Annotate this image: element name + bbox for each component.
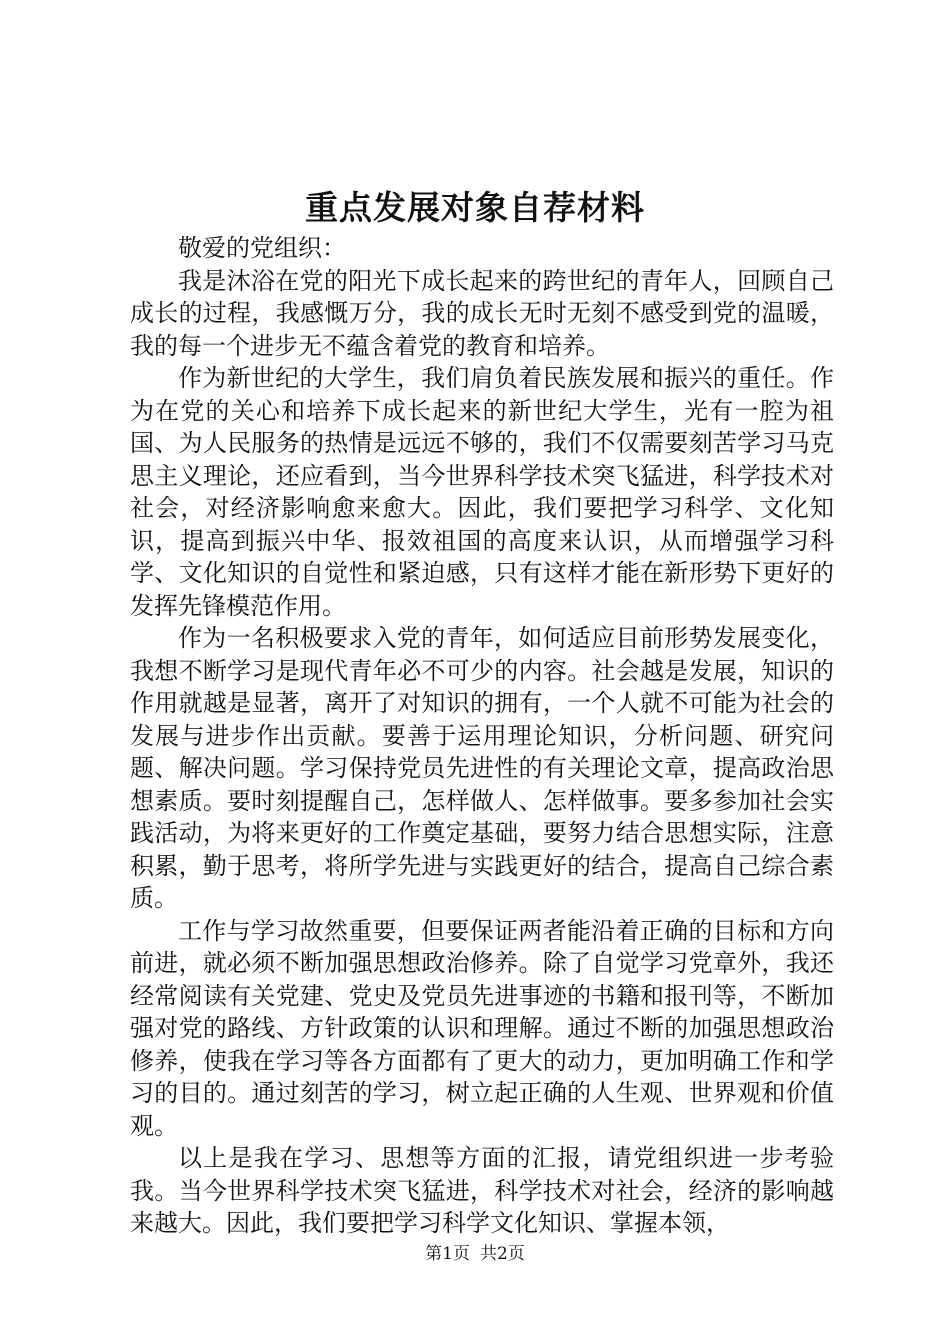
document-title: 重点发展对象自荐材料 <box>305 188 645 227</box>
paragraph: 作为新世纪的大学生，我们肩负着民族发展和振兴的重任。作为在党的关心和培养下成长起来的新世纪大学生，光有一腔为祖国、为人民服务的热情是远远不够的，我们不仅需要刻苦学习马克思主义理论，还应看到，当今世界科学技术突飞猛进，科学技术对社会，对经济影响愈来愈大。因此，我们要把学习科学、文化知识，提高到振兴中华、报效祖国的高度来认识，从而增强学习科学、文化知识的自觉性和紧迫感，只有这样才能在新形势下更好的发挥先锋模范作用。 <box>130 364 834 620</box>
page-number-total: 共2页 <box>480 1244 525 1264</box>
page-number-current: 第1页 <box>425 1244 470 1264</box>
paragraph: 作为一名积极要求入党的青年，如何适应目前形势发展变化，我想不断学习是现代青年必不可少的内容。社会越是发展，知识的作用就越是显著，离开了对知识的拥有，一个人就不可能为社会的发展与进步作出贡献。要善于运用理论知识，分析问题、研究问题、解决问题。学习保持党员先进性的有关理论文章，提高政治思想素质。要时刻提醒自己，怎样做人、怎样做事。要多参加社会实践活动，为将来更好的工作奠定基础，要努力结合思想实际，注意积累，勤于思考，将所学先进与实践更好的结合，提高自己综合素质。 <box>130 624 834 912</box>
paragraph: 工作与学习故然重要，但要保证两者能沿着正确的目标和方向前进，就必须不断加强思想政治修养。除了自觉学习党章外，我还经常阅读有关党建、党史及党员先进事迹的书籍和报刊等，不断加强对党的路线、方针政策的认识和理解。通过不断的加强思想政治修养，使我在学习等各方面都有了更大的动力，更加明确工作和学习的目的。通过刻苦的学习，树立起正确的人生观、世界观和价值观。 <box>130 916 834 1140</box>
page-footer <box>0 1242 950 1266</box>
paragraph: 我是沐浴在党的阳光下成长起来的跨世纪的青年人，回顾自己成长的过程，我感慨万分，我的成长无时无刻不感受到党的温暖，我的每一个进步无不蕴含着党的教育和培养。 <box>130 266 834 360</box>
salutation: 敬爱的党组织： <box>178 234 346 262</box>
paragraph: 以上是我在学习、思想等方面的汇报，请党组织进一步考验我。当今世界科学技术突飞猛进，科学技术对社会，经济的影响越来越大。因此，我们要把学习科学文化知识、掌握本领， <box>130 1144 834 1237</box>
document-body <box>130 232 834 1240</box>
